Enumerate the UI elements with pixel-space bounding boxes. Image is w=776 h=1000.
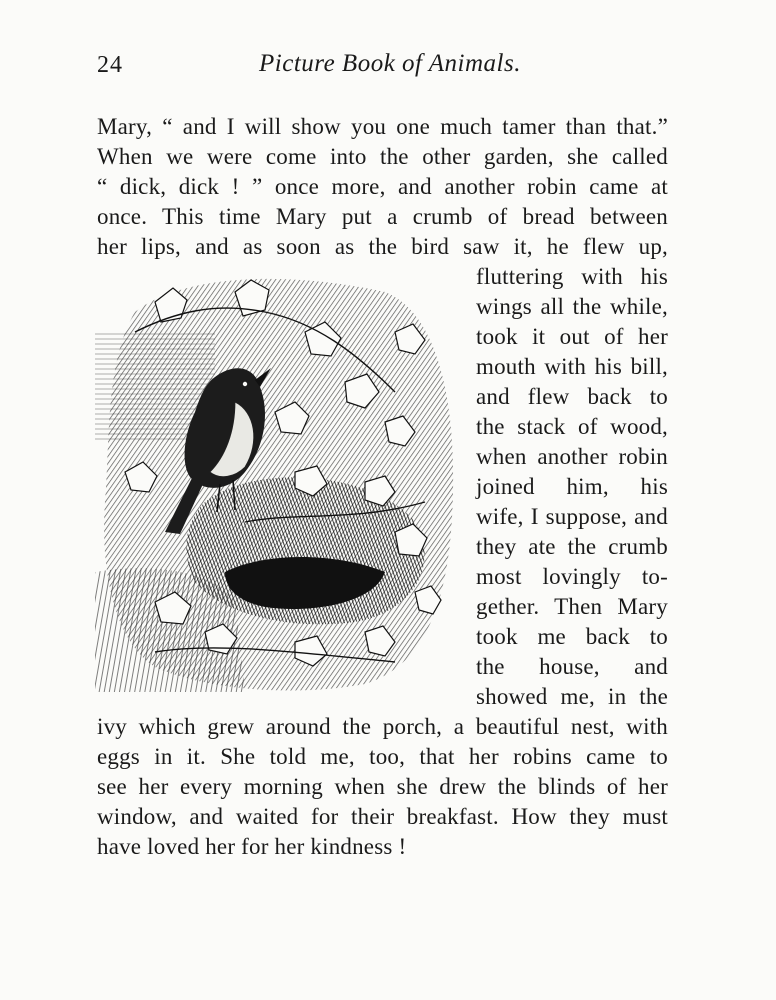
body-line: mouth with his bill, xyxy=(476,354,668,379)
body-line: fluttering with his xyxy=(476,264,668,289)
body-line: her lips, and as soon as the bird saw it, he flew up, xyxy=(97,234,668,259)
body-line: wife, I suppose, and xyxy=(476,504,668,529)
body-line: When we were come into the other garden, she called xyxy=(97,144,668,169)
body-line: took me back to xyxy=(476,624,668,649)
body-line: showed me, in the xyxy=(476,684,668,709)
page-number: 24 xyxy=(97,52,123,78)
robin-illustration xyxy=(95,272,457,692)
body-line: and flew back to xyxy=(476,384,668,409)
body-line: once. This time Mary put a crumb of bread between xyxy=(97,204,668,229)
body-line: window, and waited for their breakfast. How they must xyxy=(97,804,668,829)
running-head: Picture Book of Animals. xyxy=(259,50,521,77)
body-line: see her every morning when she drew the blinds of her xyxy=(97,774,668,799)
body-line: the house, and xyxy=(476,654,668,679)
body-line: took it out of her xyxy=(476,324,668,349)
body-line: the stack of wood, xyxy=(476,414,668,439)
body-line: eggs in it. She told me, too, that her robins came to xyxy=(97,744,668,769)
body-line: Mary, “ and I will show you one much tamer than that.” xyxy=(97,114,668,139)
body-line: most lovingly to- xyxy=(476,564,668,589)
body-line: gether. Then Mary xyxy=(476,594,668,619)
body-line: “ dick, dick ! ” once more, and another robin came at xyxy=(97,174,668,199)
body-line: joined him, his xyxy=(476,474,668,499)
body-line: when another robin xyxy=(476,444,668,469)
body-line: have loved her for her kindness ! xyxy=(97,834,407,859)
body-line: they ate the crumb xyxy=(476,534,668,559)
body-line: ivy which grew around the porch, a beautiful nest, with xyxy=(97,714,668,739)
body-line: wings all the while, xyxy=(476,294,668,319)
